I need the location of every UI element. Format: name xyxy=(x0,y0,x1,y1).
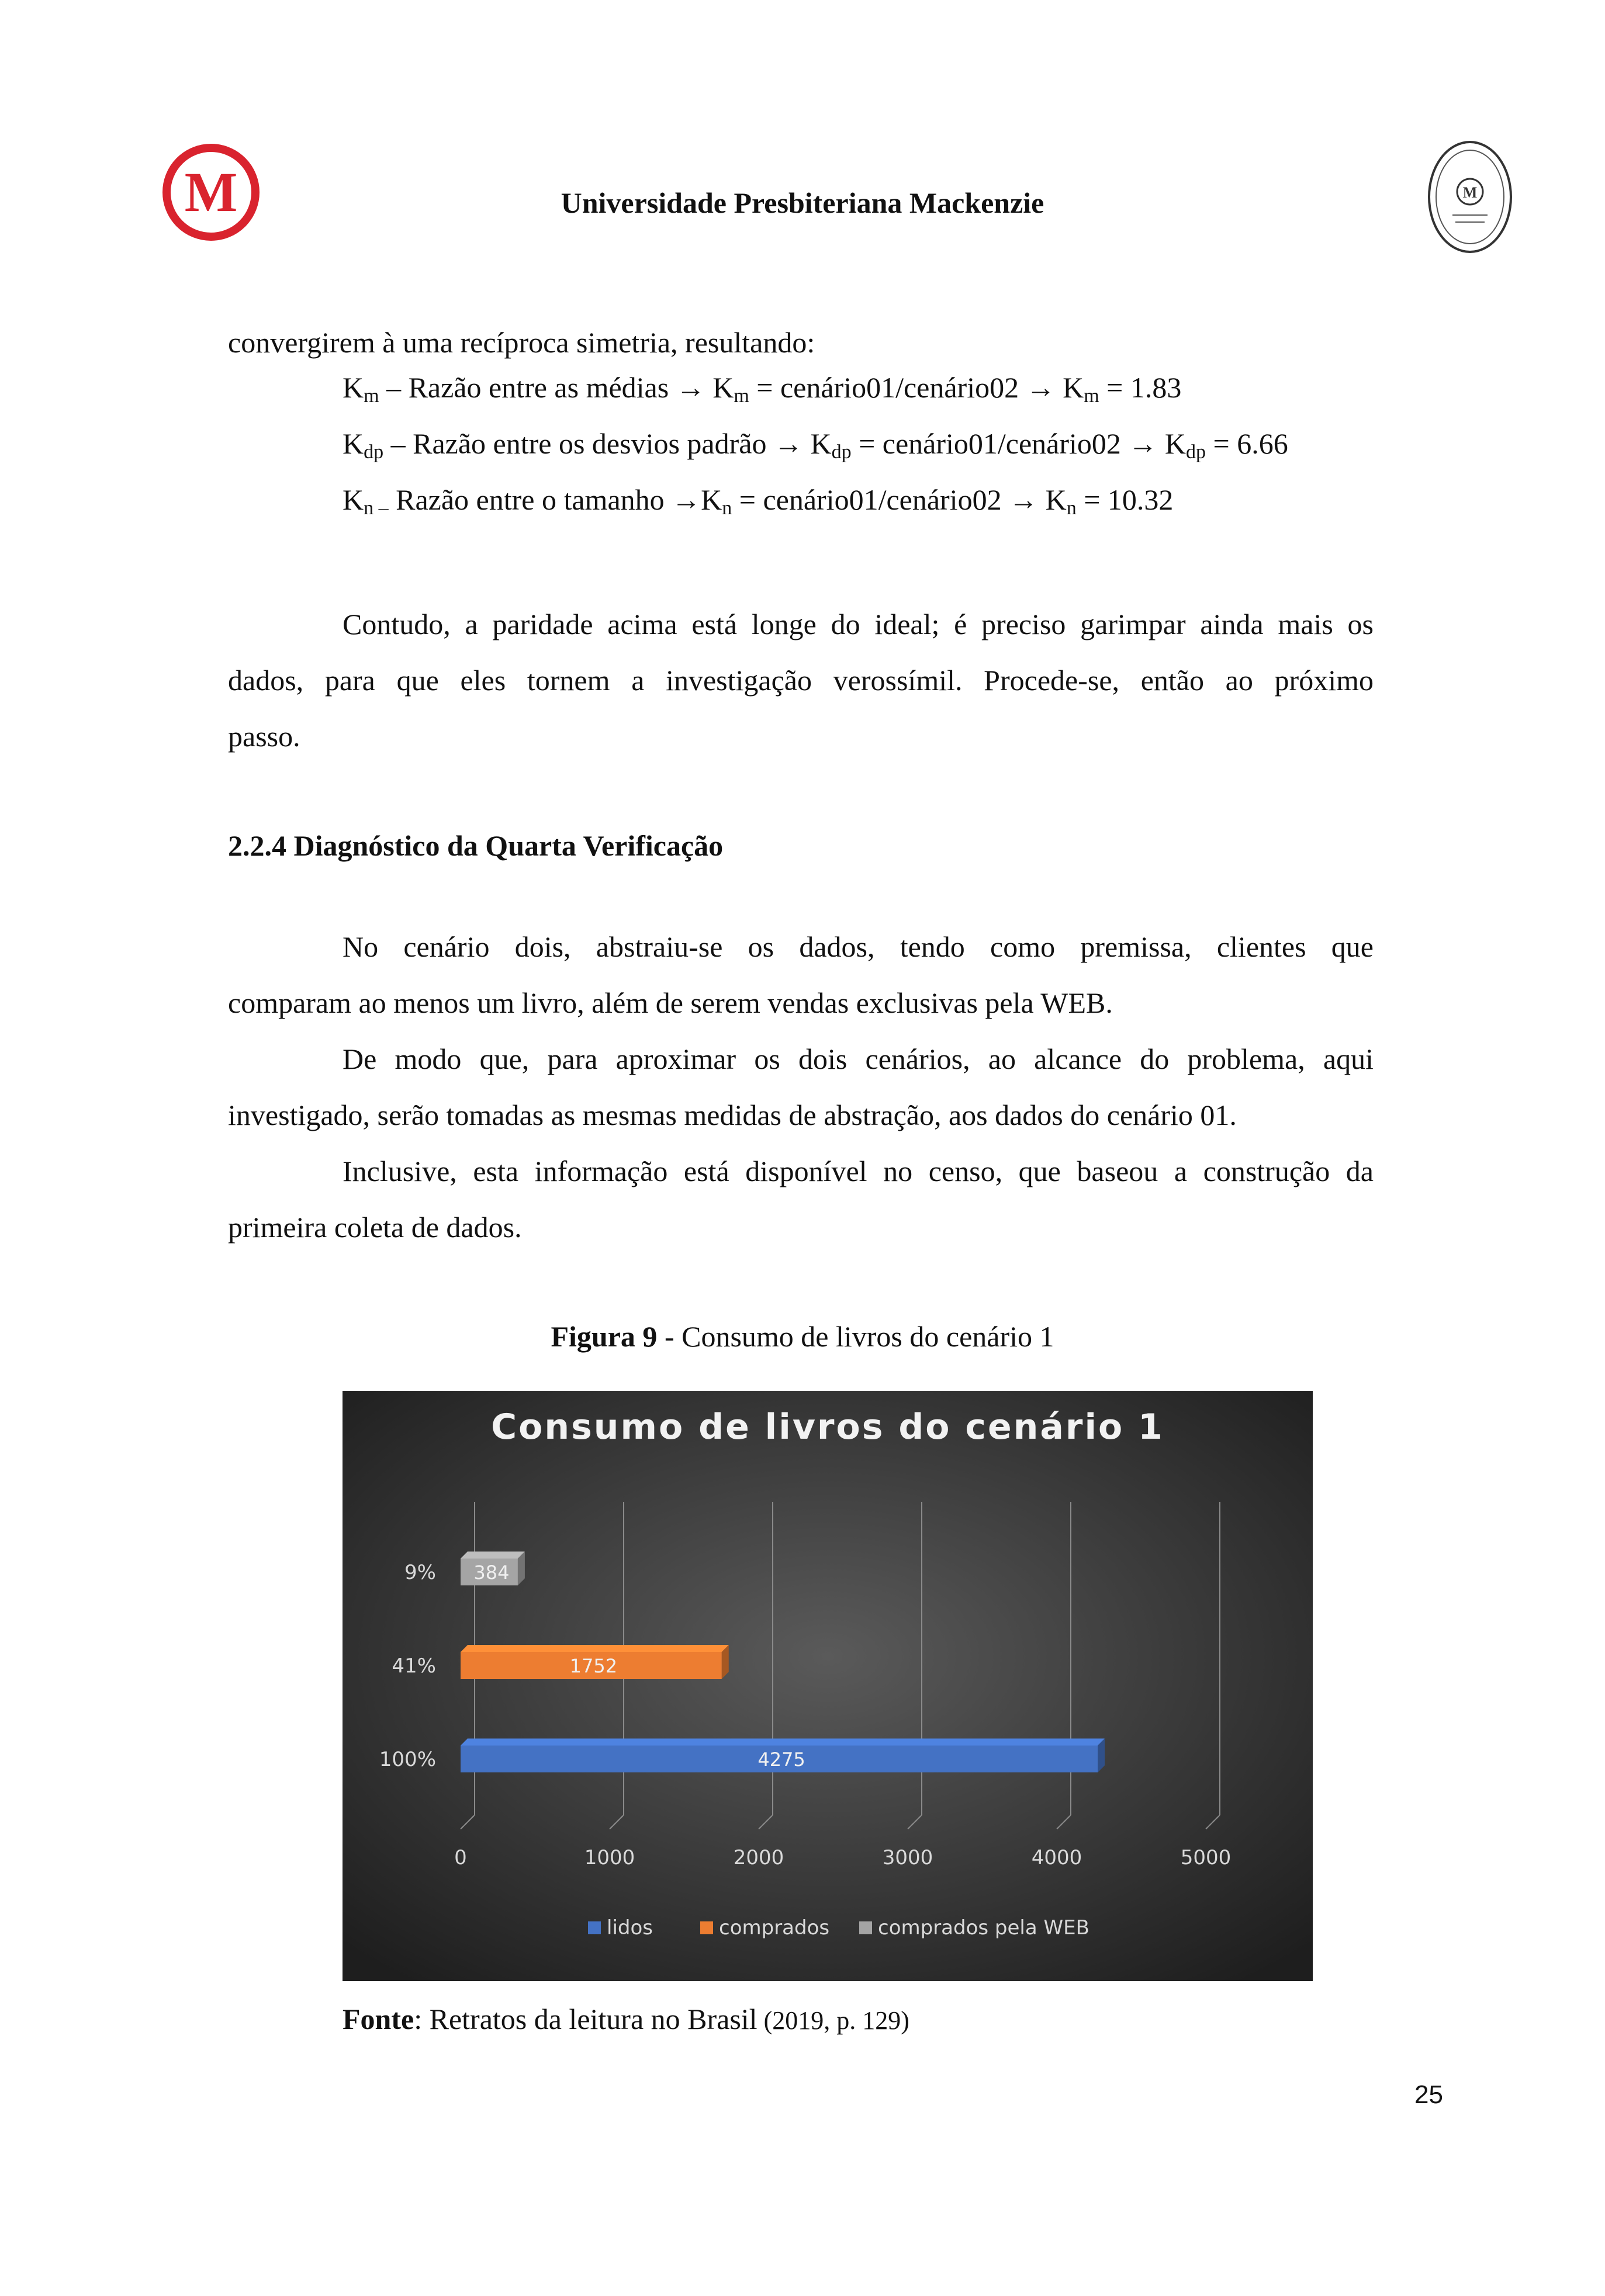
logo-letter: M xyxy=(184,161,238,223)
bar-data-label: 384 xyxy=(473,1561,510,1584)
para1-line1: Contudo, a paridade acima está longe do ideal; é preciso garimpar ainda mais os xyxy=(343,608,1374,640)
bar-chart xyxy=(343,1391,1313,1981)
bar-top-face xyxy=(461,1552,525,1559)
para2-line2: comparam ao menos um livro, além de serem vendas exclusivas pela WEB. xyxy=(228,986,1113,1019)
para4-line2: primeira coleta de dados. xyxy=(228,1211,522,1244)
seal-letter: M xyxy=(1462,184,1478,201)
bar-data-label: 4275 xyxy=(757,1748,805,1771)
bar-top-face xyxy=(461,1739,1105,1746)
figure-source: Fonte: Retratos da leitura no Brasil (2019, p. 129) xyxy=(343,2003,909,2035)
legend-swatch xyxy=(700,1921,713,1934)
header-title: Universidade Presbiteriana Mackenzie xyxy=(561,186,1044,219)
bar-top-face xyxy=(461,1645,729,1652)
legend-label: comprados xyxy=(719,1916,830,1940)
x-tick-label: 3000 xyxy=(882,1846,933,1869)
para2-line1: No cenário dois, abstraiu-se os dados, tendo como premissa, clientes que xyxy=(343,930,1374,963)
para3-line1: De modo que, para aproximar os dois cenários, ao alcance do problema, aqui xyxy=(343,1043,1374,1075)
x-tick-label: 2000 xyxy=(733,1846,784,1869)
bar-data-label: 1752 xyxy=(569,1655,618,1677)
y-category-label: 9% xyxy=(404,1561,436,1584)
para4-line1: Inclusive, esta informação está disponível no censo, que baseou a construção da xyxy=(343,1155,1374,1187)
legend-swatch xyxy=(859,1921,872,1934)
legend-swatch xyxy=(588,1921,601,1934)
para3-line2: investigado, serão tomadas as mesmas medidas de abstração, aos dados do cenário 01. xyxy=(228,1099,1237,1131)
intro-line: convergirem à uma recíproca simetria, resultando: xyxy=(228,326,815,359)
para1-line2: dados, para que eles tornem a investigação verossímil. Procede-se, então ao próximo xyxy=(228,664,1374,697)
x-tick-label: 4000 xyxy=(1031,1846,1082,1869)
page-number: 25 xyxy=(1414,2080,1443,2109)
chart-background xyxy=(343,1391,1313,1981)
para1-line3: passo. xyxy=(228,720,300,753)
x-tick-label: 0 xyxy=(454,1846,467,1869)
section-title: 2.2.4 Diagnóstico da Quarta Verificação xyxy=(228,829,724,862)
figure-caption: Figura 9 - Consumo de livros do cenário 1 xyxy=(551,1320,1054,1353)
equation-kdp: $K_{dp}$ – Razão entre os desvios padrão → $K_{dp}$ = cenário01/cenário02 → $K_{dp} = 6.66$ xyxy=(343,427,1288,463)
chart-title: Consumo de livros do cenário 1 xyxy=(491,1407,1164,1447)
legend-label: comprados pela WEB xyxy=(878,1916,1089,1940)
equation-kn: $K_{n -}$ Razão entre o tamanho $\to K_n$ = cenário01/cenário02 → $K_n = 10.32$ xyxy=(343,483,1174,519)
equation-km: $K_m$ – Razão entre as médias → $K_m$ = cenário01/cenário02 → $K_m = 1.83$ xyxy=(343,371,1182,407)
legend-label: lidos xyxy=(607,1916,653,1940)
y-category-label: 41% xyxy=(392,1654,436,1678)
x-tick-label: 5000 xyxy=(1180,1846,1232,1869)
x-tick-label: 1000 xyxy=(584,1846,635,1869)
y-category-label: 100% xyxy=(379,1748,436,1771)
